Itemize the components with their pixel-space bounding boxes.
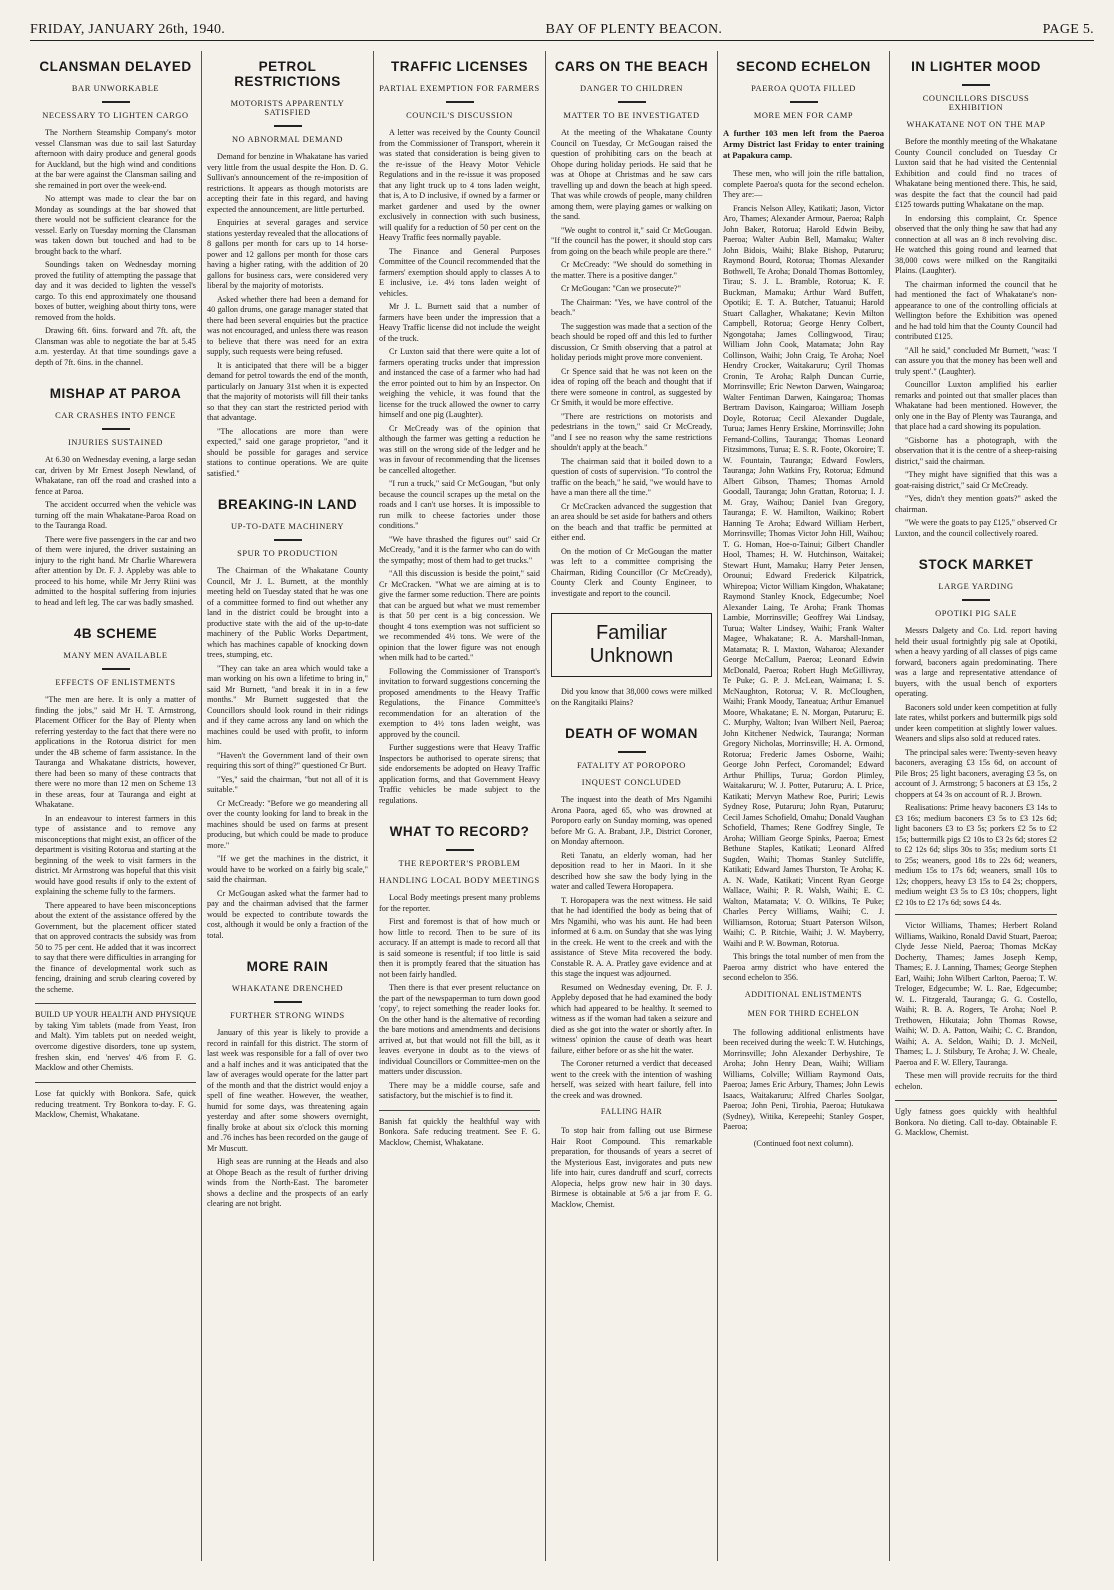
- divider: [790, 101, 818, 103]
- subheading: LARGE YARDING: [938, 582, 1014, 591]
- headline: SECOND ECHELON: [736, 59, 871, 74]
- paragraph: It is anticipated that there will be a bigger demand for petrol towards the end of the month, particularly on January 31st when it is expected that the majority of motorists will fill their tanks so that they can start the restricted period with that advantage.: [207, 360, 368, 422]
- paper-name: BAY OF PLENTY BEACON.: [545, 22, 723, 37]
- paragraph: Enquiries at several garages and service stations yesterday revealed that the allocations of 8 gallons per month for cars up to 14 horse-power and 12 gallons per month for those cars having a higher rating, with the addition of 20 gallons for business cars, were considered very liberal by the majority of motorists.: [207, 218, 368, 290]
- headline: WHAT TO RECORD?: [389, 824, 530, 839]
- paragraph: Following the Commissioner of Transport's invitation to forward suggestions concerning the proposed amendments to the Heavy Traffic Regulations, the Finance Committee's recommendation for an alteration of the exemption to 4½ tons laden weight, was approved by the council.: [379, 666, 540, 739]
- paragraph: Reti Tanatu, an elderly woman, had her deposition read to her in Maori. In it she described how she saw the body lying in the water and called Tewera Horopapera.: [551, 850, 712, 891]
- divider: [962, 84, 990, 86]
- divider: [274, 539, 302, 541]
- subheading: WHAKATANE NOT ON THE MAP: [906, 120, 1046, 129]
- subheading: FALLING HAIR: [600, 1107, 663, 1116]
- paragraph: Drawing 6ft. 6ins. forward and 7ft. aft, the Clansman was able to negotiate the bar at 5.45 a.m. yesterday. At that time soundings gave a depth of 7ft. 6ins. in the channel.: [35, 326, 196, 367]
- paragraph: Cr McCready was of the opinion that although the farmer was getting a reduction he was still on the wrong side of the ledger and he was in favour of recommending that the licenses be cancelled altogether.: [379, 423, 540, 475]
- paragraph: Messrs Dalgety and Co. Ltd. report having held their usual fortnightly pig sale at Opotiki, when a heavy yarding of all classes of pigs came forward, baconers again predominating. There was a large and representative attendance of buyers, with the usual bench of exporters operating.: [895, 626, 1057, 698]
- subheading: BAR UNWORKABLE: [71, 84, 160, 93]
- column-4: [546, 51, 718, 1561]
- paragraph: The following additional enlistments have been received during the week: T. W. Hutchings, Morrinsville; John Alexander Derbyshire, Te Aroha; John Henry Dean, Waihi; William Williams, Colville; William Raymond Oats, Paeroa; James Eric Arbury, Thames; John Lewis Isaacs, Waitakaruru; Alfred Charles Soolgar, Paeroa; John Peni, Tirohia, Paeroa; Hutukawa (Sydney), Witika, Kerepeehi; Stanley Gosper, Paeroa;: [723, 1027, 884, 1132]
- subheading: NO ABNORMAL DEMAND: [232, 135, 343, 144]
- subheading: CAR CRASHES INTO FENCE: [55, 411, 176, 420]
- column-1: [30, 51, 202, 1561]
- article-body: [35, 695, 196, 995]
- paragraph: Before the monthly meeting of the Whakatane County Council concluded on Tuesday Cr Luxton said that he had visited the Centennial Exhibition and could find no traces of Whakatane being mentioned there. This, he said, was despite the fact that the council had paid £125 towards putting Whakatane on the map.: [895, 137, 1057, 209]
- subheading: PAEROA QUOTA FILLED: [751, 84, 856, 93]
- paragraph: This brings the total number of men from the Paeroa army district who have entered the second echelon to 356.: [723, 952, 884, 983]
- subheading: EFFECTS OF ENLISTMENTS: [55, 678, 176, 687]
- lede: A further 103 men left from the Paeroa Army District last Friday to enter training at Papakura camp.: [723, 128, 884, 161]
- paragraph: The inquest into the death of Mrs Ngamihi Arona Paora, aged 65, who was drowned at Poroporo early on Sunday morning, was opened before Mr G. A. Brabant, J.P., District Coroner, on Monday afternoon.: [551, 795, 712, 846]
- paragraph: There were five passengers in the car and two of them were injured, the driver sustaining an injury to the right hand. Mr Charlie Wharewera after attention by Dr. F. J. Appleby was able to proceed to his home, while Mr Jerry Riini was admitted to the hospital suffering from injuries to head and left leg. The car was badly smashed.: [35, 534, 196, 607]
- paragraph: Cr Spence said that he was not keen on the idea of roping off the beach and thought that if there were someone in control, as suggested by Cr Smith, it would be more effective.: [551, 366, 712, 407]
- paragraph: Baconers sold under keen competition at fully late rates, whilst porkers and buttermilk pigs sold under keen competition at slightly lower values. Weaners and slips also sold at reduced rates.: [895, 702, 1057, 743]
- article-body: [35, 455, 196, 608]
- paragraph: Cr McGougan: "Can we prosecute?": [561, 284, 681, 293]
- divider: [274, 1001, 302, 1003]
- paragraph: Soundings taken on Wednesday morning proved the futility of attempting the passage that day and it was decided to lighten the vessel's cargo. To this end approximately one thousand boxes of butter, weighing about thirty tons, were removed from the holds.: [35, 260, 196, 322]
- continued-note: (Continued foot next column).: [753, 1138, 854, 1148]
- article-body: [895, 914, 1057, 1092]
- paragraph: "The men are here. It is only a matter of finding the jobs," said Mr H. T. Armstrong, Placement Officer for the Bay of Plenty when referring yesterday to the fact that there were no applications in the Rotorua district for men under the 4B scheme of farm assistance. In the Tauranga and Whakatane districts, however, there had been so many of these contracts that there were no more than 12 men on Scheme 13 in these areas, four at Tauranga and eight at Whakatane.: [35, 695, 196, 809]
- subheading: FURTHER STRONG WINDS: [230, 1011, 345, 1020]
- paragraph: The accident occurred when the vehicle was turning off the main Whakatane-Paroa Road on to the Tauranga Road.: [35, 500, 196, 530]
- paragraph: The Chairman: "Yes, we have control of the beach.": [551, 297, 712, 317]
- article-body: [551, 795, 712, 1101]
- paragraph: The suggestion was made that a section of the beach should be roped off and this led to further discussion, Cr Smith observing that a patrol at holiday periods might prove more convenient.: [551, 321, 712, 362]
- subheading: WHAKATANE DRENCHED: [231, 984, 344, 993]
- subheading: SPUR TO PRODUCTION: [237, 549, 338, 558]
- paragraph: "Gisborne has a photograph, with the observation that it is the centre of a sheep-raising district," said the chairman.: [895, 435, 1057, 466]
- article-body: [551, 687, 712, 708]
- paragraph: T. Horopapera was the next witness. He said that he had identified the body as being that of Mrs Ngamihi, who was his aunt. He had been informed at 6 a.m. on Sunday that she was lying in the creek. He went to the creek and with the assistance of Steve Mita recovered the body. Constable R. A. A. Pratley gave evidence and at this stage the inquest was adjourned.: [551, 895, 712, 978]
- subheading: MOTORISTS APPARENTLY SATISFIED: [230, 99, 345, 117]
- headline: CLANSMAN DELAYED: [39, 59, 192, 74]
- subheading: DANGER TO CHILDREN: [579, 84, 684, 93]
- paragraph: Demand for benzine in Whakatane has varied very little from the usual despite the Hon. D. G. Sullivan's announcement of the re-imposition of restrictions. It appears as though motorists are accepting their fate in this regard, and having expected the announcement, are little perturbed.: [207, 152, 368, 214]
- subheading: UP-TO-DATE MACHINERY: [230, 522, 345, 531]
- article-body: [551, 1126, 712, 1210]
- paragraph: Local Body meetings present many problems for the reporter.: [379, 893, 540, 913]
- subheading: FATALITY AT POROPORO: [577, 761, 686, 770]
- paragraph: At the meeting of the Whakatane County Council on Tuesday, Cr McGougan raised the question of prohibiting cars on the beach at Ohope during holiday periods. He said that he was at Ohope at Christmas and he saw cars travelling up and down the beach at high speed. That was while crowds of people, many children among them, were playing games or walking on the sand.: [551, 128, 712, 221]
- headline: TRAFFIC LICENSES: [390, 59, 528, 74]
- subheading: COUNCILLORS DISCUSS EXHIBITION: [922, 94, 1030, 112]
- paragraph: "Yes, didn't they mention goats?" asked the chairman.: [895, 494, 1057, 514]
- article-body: [207, 152, 368, 479]
- paragraph: At 6.30 on Wednesday evening, a large sedan car, driven by Mr Ernest Joseph Newland, of Whakatane, ran off the road and crashed into a fence at Paroa.: [35, 455, 196, 496]
- paragraph: Then there is that ever present reluctance on the part of the newspaperman to turn down good 'copy', to reject something the reader looks for. On the other hand is the alternative of recording the bare motions and amendments and decisions arrived at, but that would not fill the bill, as it leaves everyone in doubt as to the views of individual Councillors or Committee-men on the matters under discussion.: [379, 983, 540, 1076]
- column-5: [718, 51, 890, 1561]
- paragraph: There may be a middle course, safe and satisfactory, but the mischief is to find it.: [379, 1080, 540, 1100]
- paragraph: Cr McCready: "We should do something in the matter. There is a positive danger.": [551, 260, 712, 280]
- paragraph: Cr McCready: "Before we go meandering all over the county looking for land to break in the machines should be used on farms at present producing, but which could be made to produce more.": [207, 798, 368, 850]
- feature-box-title: Familiar Unknown: [551, 613, 712, 677]
- divider: [102, 428, 130, 430]
- masthead: [30, 22, 1094, 41]
- divider: [446, 849, 474, 851]
- article-body: [207, 1028, 368, 1210]
- paragraph: Realisations: Prime heavy baconers £3 14s to £3 16s; medium baconers £3 5s to £3 12s 6d; light baconers £3 to £3 5s; porkers £2 5s to £2 15s; buttermilk pigs £2 10s to £3 2s 6d; stores £2 to £2 12s 6d; slips 30s to 35s; medium sorts £1 to 25s; weaners, good 18s to 22s 6d; weaners, medium 15s to 17s 6d; weaners, small 10s to 12s; choppers, heavy £3 15s to £4 2s; choppers, medium weight £3 5s to £3 10s; choppers, light £2 10s to £2 17s 6d; sows £4 4s.: [895, 803, 1057, 907]
- paragraph: "I run a truck," said Cr McGougan, "but only because the council scrapes up the metal on the roads and I can't use horses. It is impossible to run milk to cheese factories under those conditions.": [379, 479, 540, 530]
- paragraph: "Haven't the Government land of their own requiring this sort of thing?" questioned Cr Burt.: [207, 750, 368, 770]
- paragraph: January of this year is likely to provide a record in rainfall for this district. The storm of last week was responsible for a fall of over two and a half inches and it was anticipated that the law of averages would operate for the latter part of the month and that the district would enjoy a spell of fine weather. However, the weather, humid for some days, was threatening again yesterday and after some showers overnight, finally broke at about six o'clock this morning and .76 inches has been recorded on the gauge of Mr Muscutt.: [207, 1028, 368, 1153]
- paragraph: "We have thrashed the figures out" said Cr McCready, "and it is the farmer who can do with the sympathy; most of them had to get trucks.": [379, 534, 540, 565]
- paragraph: The Chairman of the Whakatane County Council, Mr J. L. Burnett, at the monthly meeting held on Tuesday stated that he was one of a committee formed to find out whether any land in the district could be brought into a productive state with the aid of the up-to-date machinery of the Public Works Department, which has machines capable of knocking down trees, stumping, etc.: [207, 566, 368, 659]
- paragraph: A letter was received by the County Council from the Commissioner of Transport, wherein it was stated that consideration is being given to the re-issue of the Heavy Motor Vehicle Regulations and in the re-issue it was proposed that any light truck up to 4 tons laden weight, that is, A to D inclusive, if owned by a farmer or market gardener and used by the owner exclusively in connection with such business, will qualify for a reduction of 50 per cent on the Heavy Traffic fees normally payable.: [379, 128, 540, 242]
- paragraph: Resumed on Wednesday evening, Dr. F. J. Appleby deposed that he had examined the body which had appeared to be healthy. It seemed to witness as if the woman had taken a seizure and died as she got into the water or shortly after. In witness' opinion the cause of death was heart failure, either before or as she hit the water.: [551, 982, 712, 1055]
- paragraph: The chairman said that it boiled down to a question of costs of supervision. "To control the traffic on the beach," he said, "we would have to have a man there all the time.": [551, 456, 712, 497]
- headline: BREAKING-IN LAND: [217, 497, 358, 512]
- paragraph: The Finance and General Purposes Committee of the Council recommended that the farmers' exemption should apply to classes A to E inclusive, i.e. 4½ tons laden weight of vehicles.: [379, 246, 540, 298]
- column-6: [890, 51, 1062, 1561]
- paragraph: "They can take an area which would take a man working on his own a lifetime to bring in," said Mr Burnett, "and break it in in a few months." Mr Burnett suggested that the Councillors should look round in their ridings and if they came across any land on which the machines could be used with profit, to inform him.: [207, 663, 368, 746]
- page-number: PAGE 5.: [1042, 22, 1094, 37]
- paragraph: Cr McGougan asked what the farmer had to pay and the chairman advised that the farmer would be expected to contribute towards the cost, although it would be only a fraction of the total.: [207, 888, 368, 940]
- subheading: MATTER TO BE INVESTIGATED: [563, 111, 700, 120]
- paragraph: The chairman informed the council that he had mentioned the fact of Whakatane's non-appearance to one of the controlling officials at Wellington before the Exhibition was opened and he had told him that the County Council had contributed £125.: [895, 279, 1057, 341]
- advertisement: Banish fat quickly the healthful way with Bonkora. Safe reducing treatment. See F. G. Macklow, Chemist, Whakatane.: [379, 1110, 540, 1149]
- paragraph: Did you know that 38,000 cows were milked on the Rangitaiki Plains?: [551, 687, 712, 707]
- paragraph: "The allocations are more than were expected," said one garage proprietor, "and it should be possible for garages and service stations to continue operations. We are quite satisfied.": [207, 426, 368, 478]
- columns: [30, 51, 1094, 1561]
- paragraph: Asked whether there had been a demand for 40 gallon drums, one garage manager stated that there had been several enquiries but the practice was not encouraged, and unless there was reason to believe that there was need for an extra supply, such requests were being refused.: [207, 294, 368, 356]
- subheading: MEN FOR THIRD ECHELON: [747, 1008, 860, 1018]
- subheading: OPOTIKI PIG SALE: [935, 609, 1017, 618]
- column-2: [202, 51, 374, 1561]
- headline: 4B SCHEME: [73, 626, 158, 641]
- paragraph: "Yes," said the chairman, "but not all of it is suitable.": [207, 774, 368, 794]
- headline: IN LIGHTER MOOD: [911, 59, 1041, 74]
- article-body: [35, 128, 196, 368]
- article-body: [723, 1028, 884, 1133]
- paragraph: No attempt was made to clear the bar on Monday as soundings at the bar showed that there would not be sufficient clearance for the vessel. Early on Tuesday morning the Clansman was taken down but touched and had to be brought back to the wharf.: [35, 194, 196, 256]
- divider: [102, 101, 130, 103]
- article-body: [723, 169, 884, 984]
- headline: MISHAP AT PAROA: [49, 386, 182, 401]
- column-3: [374, 51, 546, 1561]
- subheading: ADDITIONAL ENLISTMENTS: [744, 989, 863, 999]
- paragraph: "All he said," concluded Mr Burnett, "was: 'I can assure you that the money has been well and truly spent'." (Laughter).: [895, 345, 1057, 376]
- paragraph: These men will provide recruits for the third echelon.: [895, 1071, 1057, 1091]
- article-body: [379, 128, 540, 806]
- paragraph: Francis Nelson Alley, Katikati; Jason, Victor Aro, Thames; Alexander Armour, Paeroa; Ralph John Baker, Rotorua; Harold Edwin Beiby, Paeroa; Walter Aubin Bell, Mamaku; Walter John Bidois, Waihi; Blake Bishop, Putaruru; Raymond Bourd, Rotorua; Thomas Alexander Bothwell, Te Aroha; Donald Thomas Bottomley, Tirau; S. J. L. Bramble, Rotorua; K. F. Buckman, Mamaku; Arthur Ward Buffett, Opotiki; E. T. A. Butcher, Tatuanui; Harold Stuart Callagher, Whakatane; Kevin Milton Campbell, Rotorua; George Henry Colbert, Ngongotaha; James Collingwood, Tirau; William John Cook, Matamata; John Ray Collinson, Waihi; John Craig, Te Aroha; Noel Hendry Crocker, Waitakaruru; Cyril Thomas Cronin, Te Aroha; Ralph Duncan Currie, Morrinsville; Eric Newton Darwen, Waingaroa; Walter Fentiman Darwen, Kaingaroa; Thomas Bertram Davison, Kaingaroa; William Joseph Doyle, Rotorua; Cecil Alexander Dugdale, Turua; James Henry Erskine, Morrinsville; John Fernand-Collins, Tauranga; Thomas Leonard Fitzsimmons, Turua; E. S. R. Foote, Okoroire; T. W. Fountain, Tauranga; Edward Fowlers, Tauranga; John Watkins Fry, Rotorua; Edmund Albert Gibson, Thames; Thomas Arnold Goodall, Tauranga; John Grattan, Rotorua; I. J. M. Gray, Waihou; Daniel Ivan Gregory, Tauranga; F. W. Hamilton, Waikino; Robert Hanning Te Aroha; Edward William Herbert, Morrinsville; Thomas Victor John Hill, Waihou; T. G. Homan, Hoe-o-Tainui; Gilbert Chandler Hool, Thames; H. W. Hutchinson, Waitakei; Stewart Hunt, Mamaku; Harry Peter Jensen, Orounui; Edward Frederick Kilpatrick, Whirepoa; Victor William Kingdon, Whakatane; Raymond Stanley Knock, Edgecumbe; Noel Alexander Laing, Te Aroha; Frank Thomas Lambie, Morrinsville; Geoffrey Wai Lindsay, Turua; Walter Lindsey, Waihi; Frank Walter Magee, Whakatane; R. A. Marshall-Inman, Matamata; R. I. Maxton, Waharoa; Alexander George McCallum, Paeroa; Leonard Edwin McDonald, Paeroa; Robert Hugh McGillivray, Te Puke; G. P. J. McLean, Waimana; I. S. McNaughton, Rotorua; V. R. McCloughen, Waihi; Frank Moody, Taneatua; Arthur Emanuel Moore, Whakatane; E. N. Morgan, Putaruru; E. C. Murphy, Walton; Ivan Wilbert Neil, Paeroa; John Kitchener Nedwick, Tauranga; Norman Gregory Nicholas, Morrinsville; H. A. Ormond, Rotorua; Frederic James Osborne, Waihi; George John Perfect, Coromandel; Edward Arthur Phillips, Turua; Gordon Plimley, Waitakaruru; W. J. Potter, Putaruru; A. I. Price, Katikati; Mervyn Mathew Roe, Puriri; Lewis Sydney Rose, Putaruru; John Ryan, Putaruru; Cecil James Schofield, Omahu; Donald Vaughan Schofield, Thames; Rene Godfrey Single, Te Aroha; William George Spinks, Paeroa; Ernest Bethune Staples, Katikati; Leonard Alfred Sugden, Waihi; Thomas Stanley Sutcliffe, Katikati; Edward James Thurston, Te Aroha; K. A. N. Wade, Katikati; Vincent Ryan George Wallace, Waihi; P. R. Walsh, Waihi; E. C. Walton, Matamata; V. O. Wilkins, Te Puke; Charles Percy Williams, Waihi; C. J. Williamson, Rotorua; Stuart Paterson Wilson, Waihi; C. P. Ritchie, Waihi; J. W. Mayberry, Waihi and P. W. Bowman, Rotorua.: [723, 203, 884, 948]
- paragraph: "We were the goats to pay £125," observed Cr Luxton, and the council collectively roared.: [895, 518, 1057, 538]
- article-body: [207, 566, 368, 941]
- divider: [618, 751, 646, 753]
- paragraph: "We ought to control it," said Cr McGougan. "If the council has the power, it should stop cars from going on the beach while people are there.": [551, 225, 712, 256]
- headline: STOCK MARKET: [918, 557, 1034, 572]
- paragraph: The principal sales were: Twenty-seven heavy baconers, averaging £3 15s 6d, on account of Pile Bros; 25 light baconers, averaging £3 5s, on account of J. Armstrong; 5 baconers at £3 15s, 2 choppers at £4 3s on account of R. J. Brown.: [895, 747, 1057, 799]
- paragraph: On the motion of Cr McGougan the matter was left to a committee comprising the Chairman, Riding Councillor (Cr McCready), County Clerk and County Engineer, to investigate and report to the council.: [551, 546, 712, 598]
- issue-date: FRIDAY, JANUARY 26th, 1940.: [30, 22, 226, 37]
- paragraph: Cr Luxton said that there were quite a lot of farmers operating trucks under that impression and instanced the case of a farmer who had had the error pointed out to him by an Inspector. On weighing the vehicle, it was found that the license for the truck allowed the owner to carry himself and one pig (Laughter).: [379, 347, 540, 419]
- headline: MORE RAIN: [246, 959, 329, 974]
- divider: [102, 668, 130, 670]
- paragraph: Councillor Luxton amplified his earlier remarks and pointed out that smaller places than Whakatane had been mentioned. However, the only one in the Bay of Plenty was Tauranga, and that place had a card showing its population.: [895, 380, 1057, 431]
- divider: [446, 101, 474, 103]
- paragraph: There appeared to have been misconceptions about the extent of the assistance offered by the Government, but the placement officer stated that on approved contracts the subsidy was from 50 to 75 per cent. He added that it was incorrect to say that there were difficulties in arranging for the finance of developmental work such as fencing, draining and scrub clearing covered by the scheme.: [35, 900, 196, 994]
- subheading: MANY MEN AVAILABLE: [63, 651, 168, 660]
- advertisement: Lose fat quickly with Bonkora. Safe, quick reducing treatment. Try Bonkora to-day. F. G. Macklow, Chemist, Whakatane.: [35, 1082, 196, 1121]
- subheading: THE REPORTER'S PROBLEM: [398, 859, 521, 868]
- paragraph: Victor Williams, Thames; Herbert Roland Williams, Waikino, Ronald David Stuart, Paeroa; Clyde Jesse Nield, Paeroa; Thomas McKay Docherty, Thames; James Joseph Kemp, Thames; E. J. Lanning, Thames; George Stephen Earl, Waihi; John Wilbert Carlton, Paeroa; T. W. Treloger, Edgecumbe; W. L. Rae, Edgecumbe; W. L. Fitzgerald, Tauranga; G. G. Costello, Waihi; R. B. A. Rogers, Te Aroha; Noel P. Trethowen, Hikutaia; John Thomas Rowse, Waihi; W. D. A. Patton, Waihi; C. C. Brandon, Waihi; A. A. Seldon, Waihi; D. J. McNeil, Thames; L. J. Stilsbury, Te Aroha; J. W. Cheale, Paeroa and F. W. Ellery, Tauranga.: [895, 921, 1057, 1067]
- paragraph: These men, who will join the rifle battalion, complete Paeroa's quota for the second echelon. They are:—: [723, 169, 884, 200]
- subheading: NECESSARY TO LIGHTEN CARGO: [42, 111, 189, 120]
- article-body: [379, 893, 540, 1102]
- subheading: HANDLING LOCAL BODY MEETINGS: [379, 876, 540, 885]
- subheading: PARTIAL EXEMPTION FOR FARMERS: [379, 84, 540, 93]
- paragraph: High seas are running at the Heads and also at Ohope Beach as the result of further driving winds from the North-East. The barometer shows a decline and the prospects of an early clearing are not bright.: [207, 1157, 368, 1208]
- paragraph: "All this discussion is beside the point," said Cr McCracken. "What we are aiming at is to give the farmer some reduction. There are points that can be argued but what we must remember is that 50 per cent is a big concession. We thought 4 tons exemption was not sufficient so we recommended 4½ tons. We were of the opinion that the lower figure was not enough when milk had to be carted.": [379, 569, 540, 662]
- paragraph: First and foremost is that of how much or how little to record. Then to be sure of its accuracy. If an attempt is made to record all that is said someone is resentful; if too little is said then it is promptly feared that the situation has not been fairly handled.: [379, 917, 540, 979]
- paragraph: The Coroner returned a verdict that deceased went to the creek with the intention of washing herself, was seized with heart failure, fell into the creek and was drowned.: [551, 1059, 712, 1100]
- paragraph: In an endeavour to interest farmers in this type of assistance and to remove any misconceptions that might exist, an officer of the department is visiting Rotorua and starting at the beginning of the week to visit farmers in the district. Mr Armstrong was hopeful that this visit would have good results if only to the extent of explaining the scheme fully to the farmers.: [35, 813, 196, 896]
- paragraph: "There are restrictions on motorists and pedestrians in the town," said Cr McCready, "and I see no reason why the same restrictions shouldn't apply at the beach.": [551, 411, 712, 452]
- paragraph: "They might have signified that this was a goat-raising district," said Cr McCready.: [895, 470, 1057, 490]
- paragraph: "If we get the machines in the district, it would have to be worked on a fairly big scale," said the chairman.: [207, 854, 368, 884]
- headline: PETROL RESTRICTIONS: [234, 59, 341, 89]
- article-body: [551, 128, 712, 599]
- advertisement: BUILD UP YOUR HEALTH AND PHYSIQUE by taking Yim tablets (made from Yeast, Iron and Malt). Yim tablets put on needed weight, overcome digestive disorders, tone up system, freshen skin, end 'nerves' 4/6 from F. G. Macklow and other Chemists.: [35, 1003, 196, 1074]
- headline: CARS ON THE BEACH: [554, 59, 709, 74]
- article-body: [895, 137, 1057, 539]
- divider: [274, 125, 302, 127]
- paragraph: Mr J. L. Burnett said that a number of farmers have been under the impression that a Heavy Traffic license did not include the weight of the truck.: [379, 302, 540, 343]
- paragraph: In endorsing this complaint, Cr. Spence observed that the only thing he saw that had any connection at all was an 8 inch revolving disc. He watched this going round and learned that 38,000 cows were milked on the Rangitaiki Plains. (Laughter).: [895, 213, 1057, 275]
- article-body: [895, 626, 1057, 908]
- divider: [962, 599, 990, 601]
- subheading: MORE MEN FOR CAMP: [753, 111, 854, 120]
- paragraph: The Northern Steamship Company's motor vessel Clansman was due to sail last Saturday afternoon with dairy produce and general goods for Auckland, but the high wind and conditions at the bar were against the Clansman sailing and she remained in port over the week-end.: [35, 128, 196, 190]
- paragraph: Cr McCracken advanced the suggestion that an area should be set aside for bathers and others on the beach and that traffic be permitted at either end.: [551, 501, 712, 542]
- paragraph: Further suggestions were that Heavy Traffic Inspectors be authorised to operate sirens; that side endorsements be adopted on Heavy Traffic application forms, and that Government Heavy Traffic vehicles be made subject to the regulations.: [379, 743, 540, 805]
- subheading: INQUEST CONCLUDED: [581, 778, 682, 787]
- paragraph: To stop hair from falling out use Birmese Hair Root Compound. This remarkable preparation, for thousands of years a secret of the Mysterious East, invigorates and puts new life into hair, cures dandruff and scurf, corrects Alopecia, helps grow new hair in 30 days. Birmese is obtainable at 5/6 a jar from F. G. Macklow, Chemist.: [551, 1126, 712, 1209]
- divider: [618, 101, 646, 103]
- headline: DEATH OF WOMAN: [565, 726, 698, 741]
- subheading: INJURIES SUSTAINED: [67, 438, 164, 447]
- subheading: COUNCIL'S DISCUSSION: [406, 111, 513, 120]
- advertisement: Ugly fatness goes quickly with healthful Bonkora. No dieting. Call to-day. Obtainable F. G. Macklow, Chemist.: [895, 1100, 1057, 1139]
